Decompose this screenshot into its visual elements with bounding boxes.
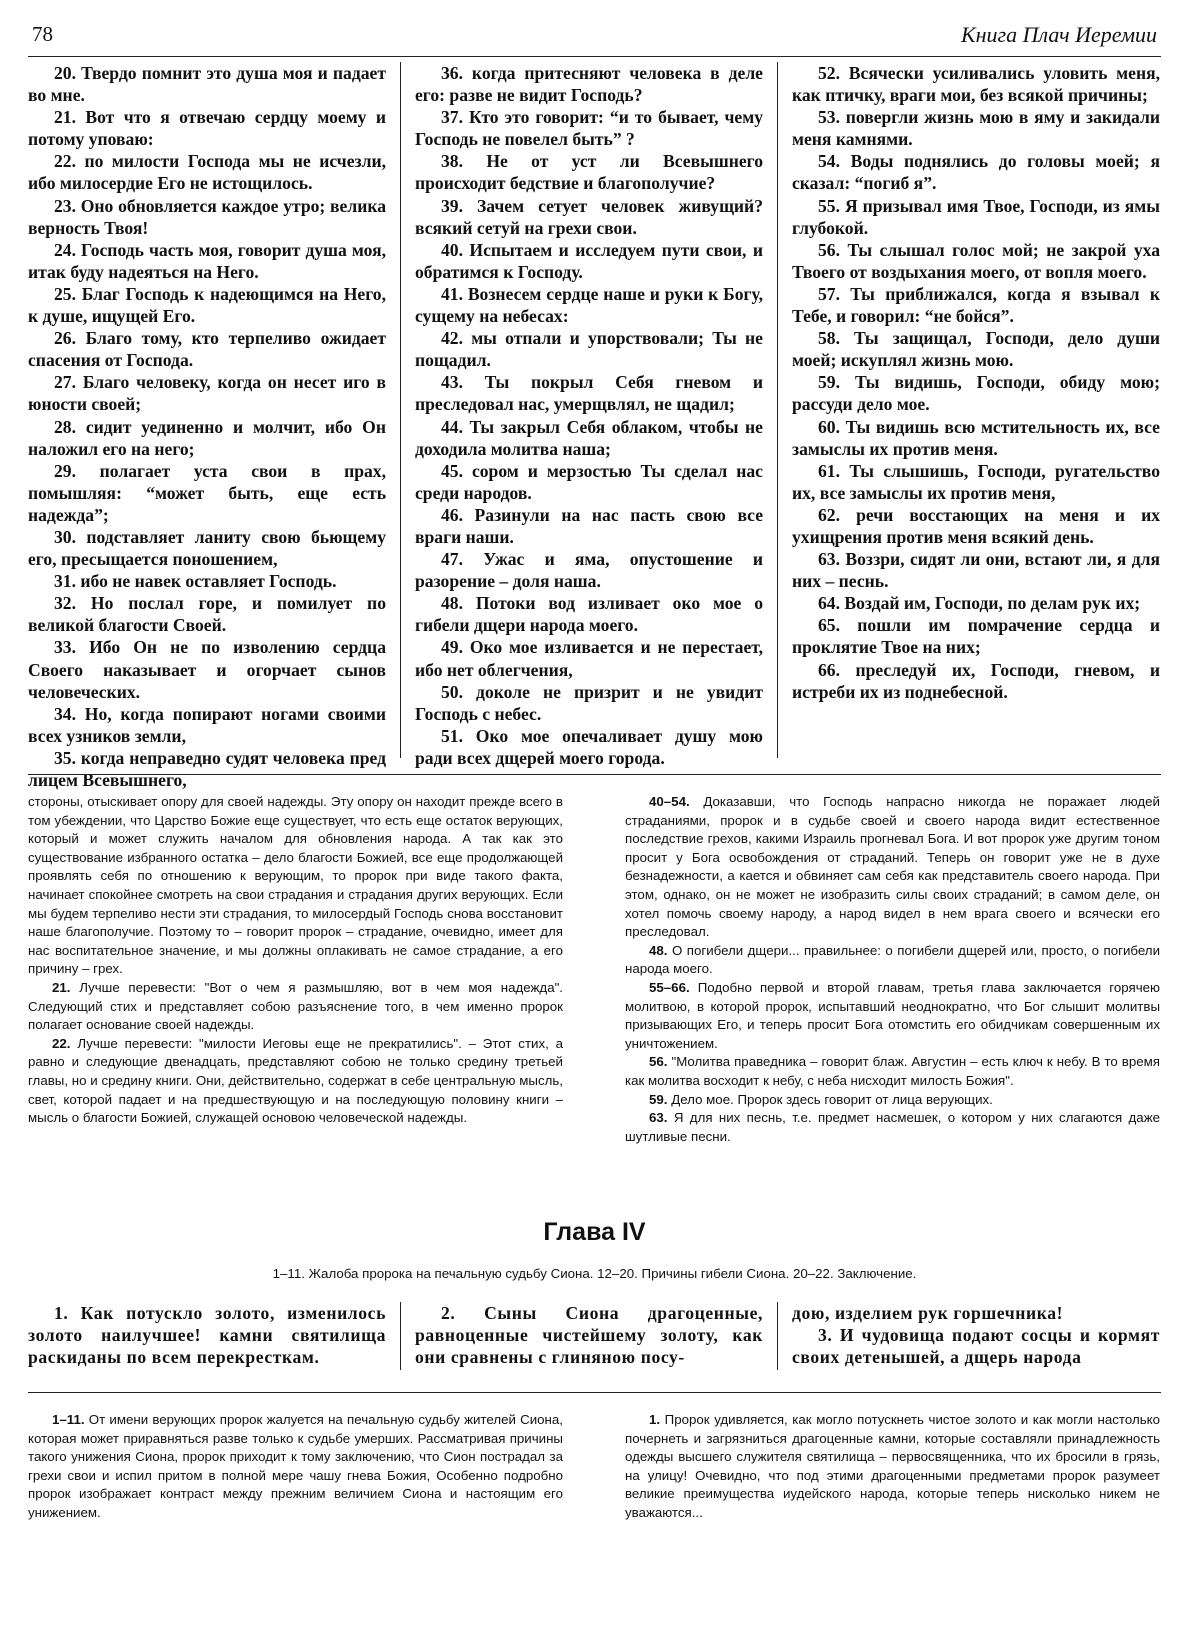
verse: 40. Испытаем и исследуем пути свои, и обратимся к Господу. — [415, 239, 763, 282]
commentary-text: Лучше перевести: "милости Иеговы еще не прекратились". – Этот стих, а равно и следующие двенадцать, представляют собою не только средину третьей главы, но и средину книги. Они, действительно, содержат в себе центральную мысль, свет, которой падает и на предшествующую и на последующую половину книги – мысль о благости Божией, служащей основою человеческой надежды. — [28, 1035, 563, 1126]
commentary-paragraph — [28, 1411, 563, 1523]
commentary-column-left — [28, 1411, 563, 1523]
verse: 38. Не от уст ли Всевышнего происходит бедствие и благополучие? — [415, 151, 763, 194]
verse: 29. полагает уста свои в прах, помышляя: “может быть, еще есть надежда”; — [28, 460, 386, 525]
verse: 59. Ты видишь, Господи, обиду мою; рассуди дело мое. — [792, 372, 1160, 415]
commentary-ref: 1–11. — [52, 1412, 85, 1427]
chapter4-verses — [28, 1302, 1160, 1370]
commentary-text: Я для них песнь, т.е. предмет насмешек, о котором у них слагаются даже шутливые песни. — [625, 1110, 1160, 1144]
verse: 22. по милости Господа мы не исчезли, ибо милосердие Его не истощилось. — [28, 151, 386, 194]
verse: 60. Ты видишь всю мстительность их, все замыслы их против меня. — [792, 416, 1160, 459]
verse: 32. Но послал горе, и помилует по великой благости Своей. — [28, 593, 386, 636]
commentary-text: "Молитва праведника – говорит блаж. Августин – есть ключ к небу. В то время как молитва восходит к небу, с неба нисходит милость Божия". — [625, 1054, 1160, 1088]
commentary-text: Подобно первой и второй главам, третья глава заключается горячею молитвою, в которой пророк, испытавший неоднократно, что Бог слышит молитвы призывающих Его, и теперь просит Бога отомстить его обидчикам совершенным их уничтожением. — [625, 979, 1160, 1051]
verse: 37. Кто это говорит: “и то бывает, чему Господь не повелел быть” ? — [415, 107, 763, 150]
verse: 44. Ты закрыл Себя облаком, чтобы не доходила молитва наша; — [415, 416, 763, 459]
verse-column-1 — [28, 62, 401, 790]
verse: 20. Твердо помнит это душа моя и падает во мне. — [28, 63, 386, 106]
running-title: Книга Плач Иеремии — [961, 22, 1157, 47]
verse: 49. Око мое изливается и не перестает, ибо нет облегчения, — [415, 637, 763, 680]
commentary-ref: 48. — [649, 942, 668, 958]
commentary-ref: 55–66. — [649, 979, 690, 995]
verse: 46. Разинули на нас пасть свою все враги наши. — [415, 504, 763, 547]
commentary-ref: 1. — [649, 1412, 661, 1427]
verse: 62. речи восстающих на меня и их ухищрения против меня всякий день. — [792, 504, 1160, 547]
commentary-paragraph — [28, 979, 563, 1035]
chapter3-commentary — [28, 793, 1160, 1146]
verse: 58. Ты защищал, Господи, дело души моей; искуплял жизнь мою. — [792, 328, 1160, 371]
verse: 21. Вот что я отвечаю сердцу моему и потому уповаю: — [28, 107, 386, 150]
commentary-ref: 59. — [649, 1091, 668, 1107]
commentary-column-right — [625, 793, 1160, 1146]
verse: 43. Ты покрыл Себя гневом и преследовал нас, умерщвлял, не щадил; — [415, 372, 763, 415]
verse-column-2 — [401, 1302, 778, 1370]
commentary-ref: 56. — [649, 1054, 668, 1070]
commentary-text: Доказавши, что Господь напрасно никогда не поражает людей страданиями, пророк и в судьбе своей и своего народа видит естественное последствие грехов, какими Израиль прогневал Бога. И вот пророк уже другим тоном просит у Бога освобождения от страданий. Теперь он говорит уже не в духе безнадежности, а кается и обвиняет сам себя как представитель своего народа. При этом, однако, он не может не изобразить силы своих страданий; в самом деле, он хотел помочь своему народу, а народ видел в нем врага своего и всячески его преследовал. — [625, 794, 1160, 940]
verse-column-1 — [28, 1302, 401, 1370]
header-rule — [28, 56, 1161, 57]
verse-column-3 — [778, 1302, 1160, 1370]
verse: 47. Ужас и яма, опустошение и разорение – доля наша. — [415, 549, 763, 592]
commentary-paragraph — [625, 793, 1160, 942]
verse: 25. Благ Господь к надеющимся на Него, к душе, ищущей Его. — [28, 283, 386, 327]
chapter4-commentary — [28, 1411, 1160, 1523]
commentary-paragraph — [625, 1091, 1160, 1110]
commentary-text: О погибели дщери... правильнее: о погибели дщерей или, просто, о погибели народа моего. — [625, 942, 1160, 977]
commentary-text: Лучше перевести: "Вот о чем я размышляю, вот в чем моя надежда". Следующий стих и представляет собою разъяснение того, в чем именно пророк полагает основание своей надежды. — [28, 979, 564, 1033]
section-divider — [28, 1392, 1161, 1393]
verse-column-2 — [401, 62, 778, 768]
verse: 54. Воды поднялись до головы моей; я сказал: “погиб я”. — [792, 151, 1160, 194]
verse: 65. пошли им помрачение сердца и проклятие Твое на них; — [792, 615, 1160, 658]
section-divider — [28, 774, 1161, 775]
verse: 48. Потоки вод изливает око мое о гибели дщери народа моего. — [415, 593, 763, 636]
commentary-paragraph — [625, 979, 1160, 1053]
commentary-paragraph — [625, 1411, 1160, 1523]
commentary-ref: 40–54. — [649, 794, 690, 809]
page-header — [28, 18, 1161, 58]
verse: 51. Око мое опечаливает душу мою ради всех дщерей моего города. — [415, 725, 763, 768]
verse: 26. Благо тому, кто терпеливо ожидает спасения от Господа. — [28, 328, 386, 371]
verse: 56. Ты слышал голос мой; не закрой уха Твоего от воздыхания моего, от вопля моего. — [792, 239, 1160, 282]
commentary-paragraph — [28, 793, 563, 979]
verse: 28. сидит уединенно и молчит, ибо Он наложил его на него; — [28, 416, 386, 459]
commentary-paragraph — [625, 1053, 1160, 1090]
chapter-title: Глава IV — [543, 1218, 646, 1246]
verse: 30. подставляет ланиту свою бьющему его, пресыщается поношением, — [28, 526, 386, 570]
verse: 34. Но, когда попирают ногами своими всех узников земли, — [28, 703, 386, 746]
verse: 45. сором и мерзостью Ты сделал нас среди народов. — [415, 460, 763, 503]
verse: 57. Ты приближался, когда я взывал к Тебе, и говорил: “не бойся”. — [792, 283, 1160, 327]
verse: 63. Воззри, сидят ли они, встают ли, я для них – песнь. — [792, 549, 1160, 592]
verse-continuation: дою, изделием рук горшечника! — [792, 1303, 1064, 1323]
verse: 50. доколе не призрит и не увидит Господь с небес. — [415, 681, 763, 724]
verse: 1. Как потускло золото, изменилось золото наилучшее! камни святилища раскиданы по всем перекресткам. — [28, 1303, 386, 1368]
commentary-ref: 21. — [52, 979, 71, 995]
verse: 53. повергли жизнь мою в яму и закидали меня камнями. — [792, 107, 1160, 150]
verse: 66. преследуй их, Господи, гневом, и истреби их из поднебесной. — [792, 659, 1160, 702]
verse: 23. Оно обновляется каждое утро; велика верность Твоя! — [28, 195, 386, 238]
verse: 35. когда неправедно судят человека пред лицем Всевышнего, — [28, 747, 386, 790]
verse: 39. Зачем сетует человек живущий? всякий сетуй на грехи свои. — [415, 195, 763, 238]
verse: 33. Ибо Он не по изволению сердца Своего наказывает и огорчает сынов человеческих. — [28, 637, 386, 702]
verse: 3. И чудовища подают сосцы и кормят своих детенышей, а дщерь народа — [792, 1325, 1160, 1368]
commentary-paragraph — [28, 1035, 563, 1128]
verse: 61. Ты слышишь, Господи, ругательство их, все замыслы их против меня, — [792, 460, 1160, 503]
chapter-summary: 1–11. Жалоба пророка на печальную судьбу Сиона. 12–20. Причины гибели Сиона. 20–22. Заключение. — [272, 1266, 917, 1281]
verse: 42. мы отпали и упорствовали; Ты не пощадил. — [415, 328, 763, 371]
commentary-paragraph — [625, 942, 1160, 979]
verse: 27. Благо человеку, когда он несет иго в юности своей; — [28, 372, 386, 415]
commentary-text: стороны, отыскивает опору для своей надежды. Эту опору он находит прежде всего в том убеждении, что Царство Божие еще существует, что есть еще остаток верующих, который и может служить началом для обновления народа. А так как это существование избранного остатка – дело благости Божией, все еще продолжающей проявлять себя по отношению к верующим, то пророк при виде такого факта, начинает спокойнее смотреть на свои страдания и страдания других верующих. Если мы будем терпеливо нести эти страдания, то милосердый Господь снова восстановит наше благополучие. Поэтому то – говорит пророк – страдание, очевидно, имеет для нас воспитательное значение, и мы должны оплакивать не самое страдание, а его причину – грех. — [28, 794, 563, 977]
commentary-text: От имени верующих пророк жалуется на печальную судьбу жителей Сиона, которая может приравняться разве только к судьбе умерших. Рассматривая причины такого унижения Сиона, пророк приходит к тому заключению, что Сион пострадал за грехи свои и испил притом в полной мере чашу гнева Божия, Особенно подробно пророк изображает контраст между прежним величием Сиона и настоящим его унижением. — [28, 1412, 563, 1520]
commentary-text: Пророк удивляется, как могло потускнеть чистое золото и как могли настолько почернеть и загрязниться драгоценные камни, которые составляли принадлежность одежды высшего служителя святилища – первосвященника, что их бросили в грязь, на улицу! Очевидно, что под этими драгоценными предметами пророк разумеет великие преимущества иудейского народа, которые теперь нисколько никем не уважаются... — [625, 1412, 1160, 1520]
verse: 2. Сыны Сиона драгоценные, равноценные чистейшему золоту, как они сравнены с глиняною посу- — [415, 1303, 763, 1368]
verse-column-3 — [778, 62, 1160, 758]
verse: 24. Господь часть моя, говорит душа моя, итак буду надеяться на Него. — [28, 239, 386, 282]
commentary-column-right — [625, 1411, 1160, 1523]
commentary-ref: 63. — [649, 1110, 668, 1126]
commentary-column-left — [28, 793, 563, 1146]
commentary-text: Дело мое. Пророк здесь говорит от лица верующих. — [671, 1091, 993, 1107]
page-number: 78 — [32, 22, 53, 46]
verse: 41. Вознесем сердце наше и руки к Богу, сущему на небесах: — [415, 283, 763, 327]
commentary-ref: 22. — [52, 1035, 71, 1051]
verse: 55. Я призывал имя Твое, Господи, из ямы глубокой. — [792, 195, 1160, 238]
verse: 36. когда притесняют человека в деле его: разве не видит Господь? — [415, 63, 763, 106]
verse: 64. Воздай им, Господи, по делам рук их; — [818, 593, 1141, 614]
chapter3-verses — [28, 62, 1160, 790]
verse: 52. Всячески усиливались уловить меня, как птичку, враги мои, без всякой причины; — [792, 63, 1160, 106]
commentary-paragraph — [625, 1109, 1160, 1146]
verse: 31. ибо не навек оставляет Господь. — [54, 571, 337, 592]
